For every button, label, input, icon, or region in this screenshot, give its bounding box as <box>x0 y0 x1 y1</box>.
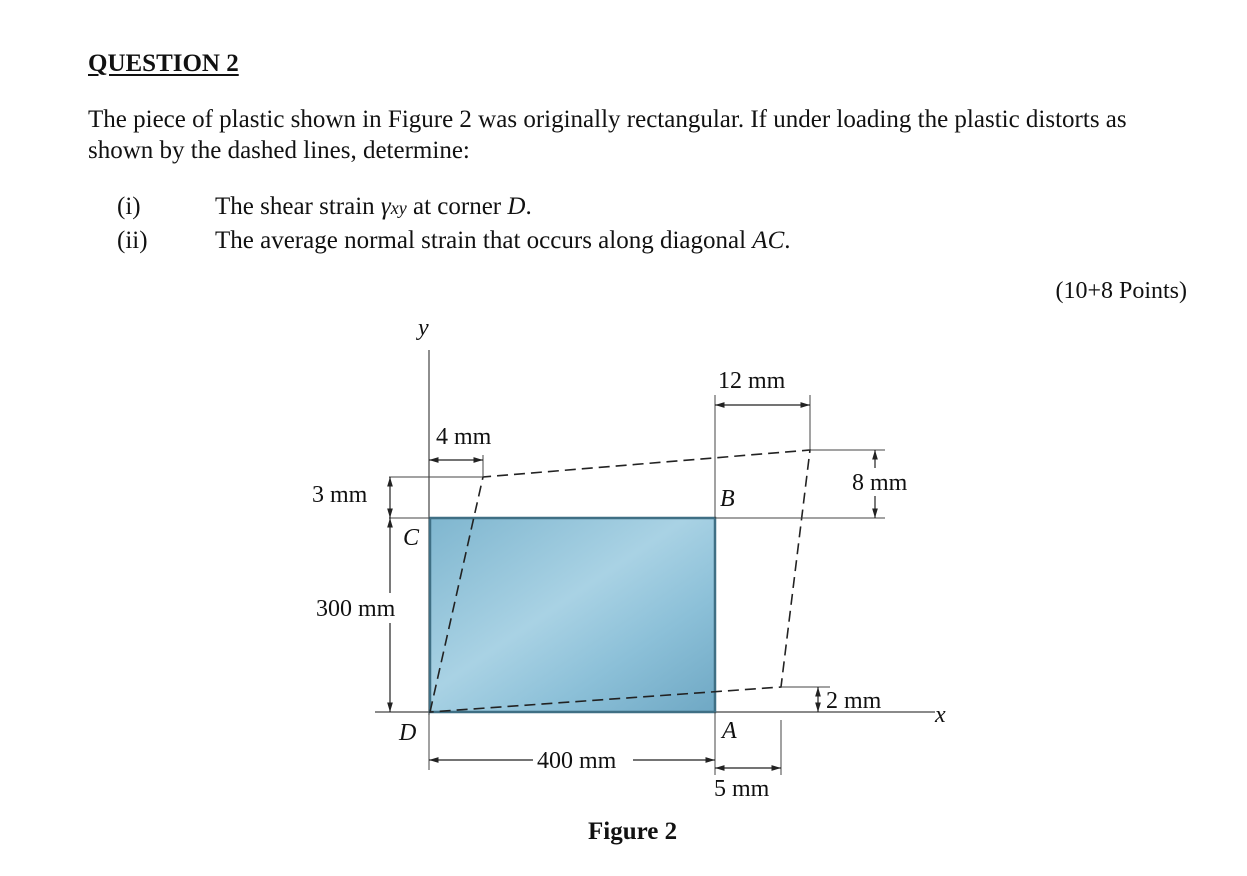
part-ii-text: The average normal strain that occurs along diagonal AC. <box>215 227 791 254</box>
dim-label-4mm: 4 mm <box>436 424 492 450</box>
corner-label-c: C <box>403 525 420 551</box>
plastic-plate <box>430 518 715 712</box>
question-title: QUESTION 2 <box>88 50 239 77</box>
corner-label-b: B <box>720 486 735 512</box>
x-axis-label: x <box>935 702 946 728</box>
part-i-number: (i) <box>117 193 141 220</box>
dim-label-3mm: 3 mm <box>312 482 368 508</box>
points-label: (10+8 Points) <box>1055 278 1187 304</box>
dim-label-400mm: 400 mm <box>537 748 617 774</box>
dim-label-2mm: 2 mm <box>826 688 882 714</box>
dim-label-300mm: 300 mm <box>316 596 396 622</box>
question-paragraph: The piece of plastic shown in Figure 2 was originally rectangular. If under loading the plastic distorts as shown by the dashed lines, determine: <box>88 106 1127 164</box>
dim-label-12mm: 12 mm <box>718 368 786 394</box>
part-ii-number: (ii) <box>117 227 148 254</box>
figure-caption: Figure 2 <box>588 818 678 845</box>
y-axis-label: y <box>418 315 429 341</box>
corner-label-a: A <box>722 718 737 744</box>
corner-label-d: D <box>399 720 417 746</box>
part-i-text: The shear strain γxy at corner D. <box>215 193 532 220</box>
dim-label-5mm: 5 mm <box>714 776 770 802</box>
dim-label-8mm: 8 mm <box>852 470 908 496</box>
